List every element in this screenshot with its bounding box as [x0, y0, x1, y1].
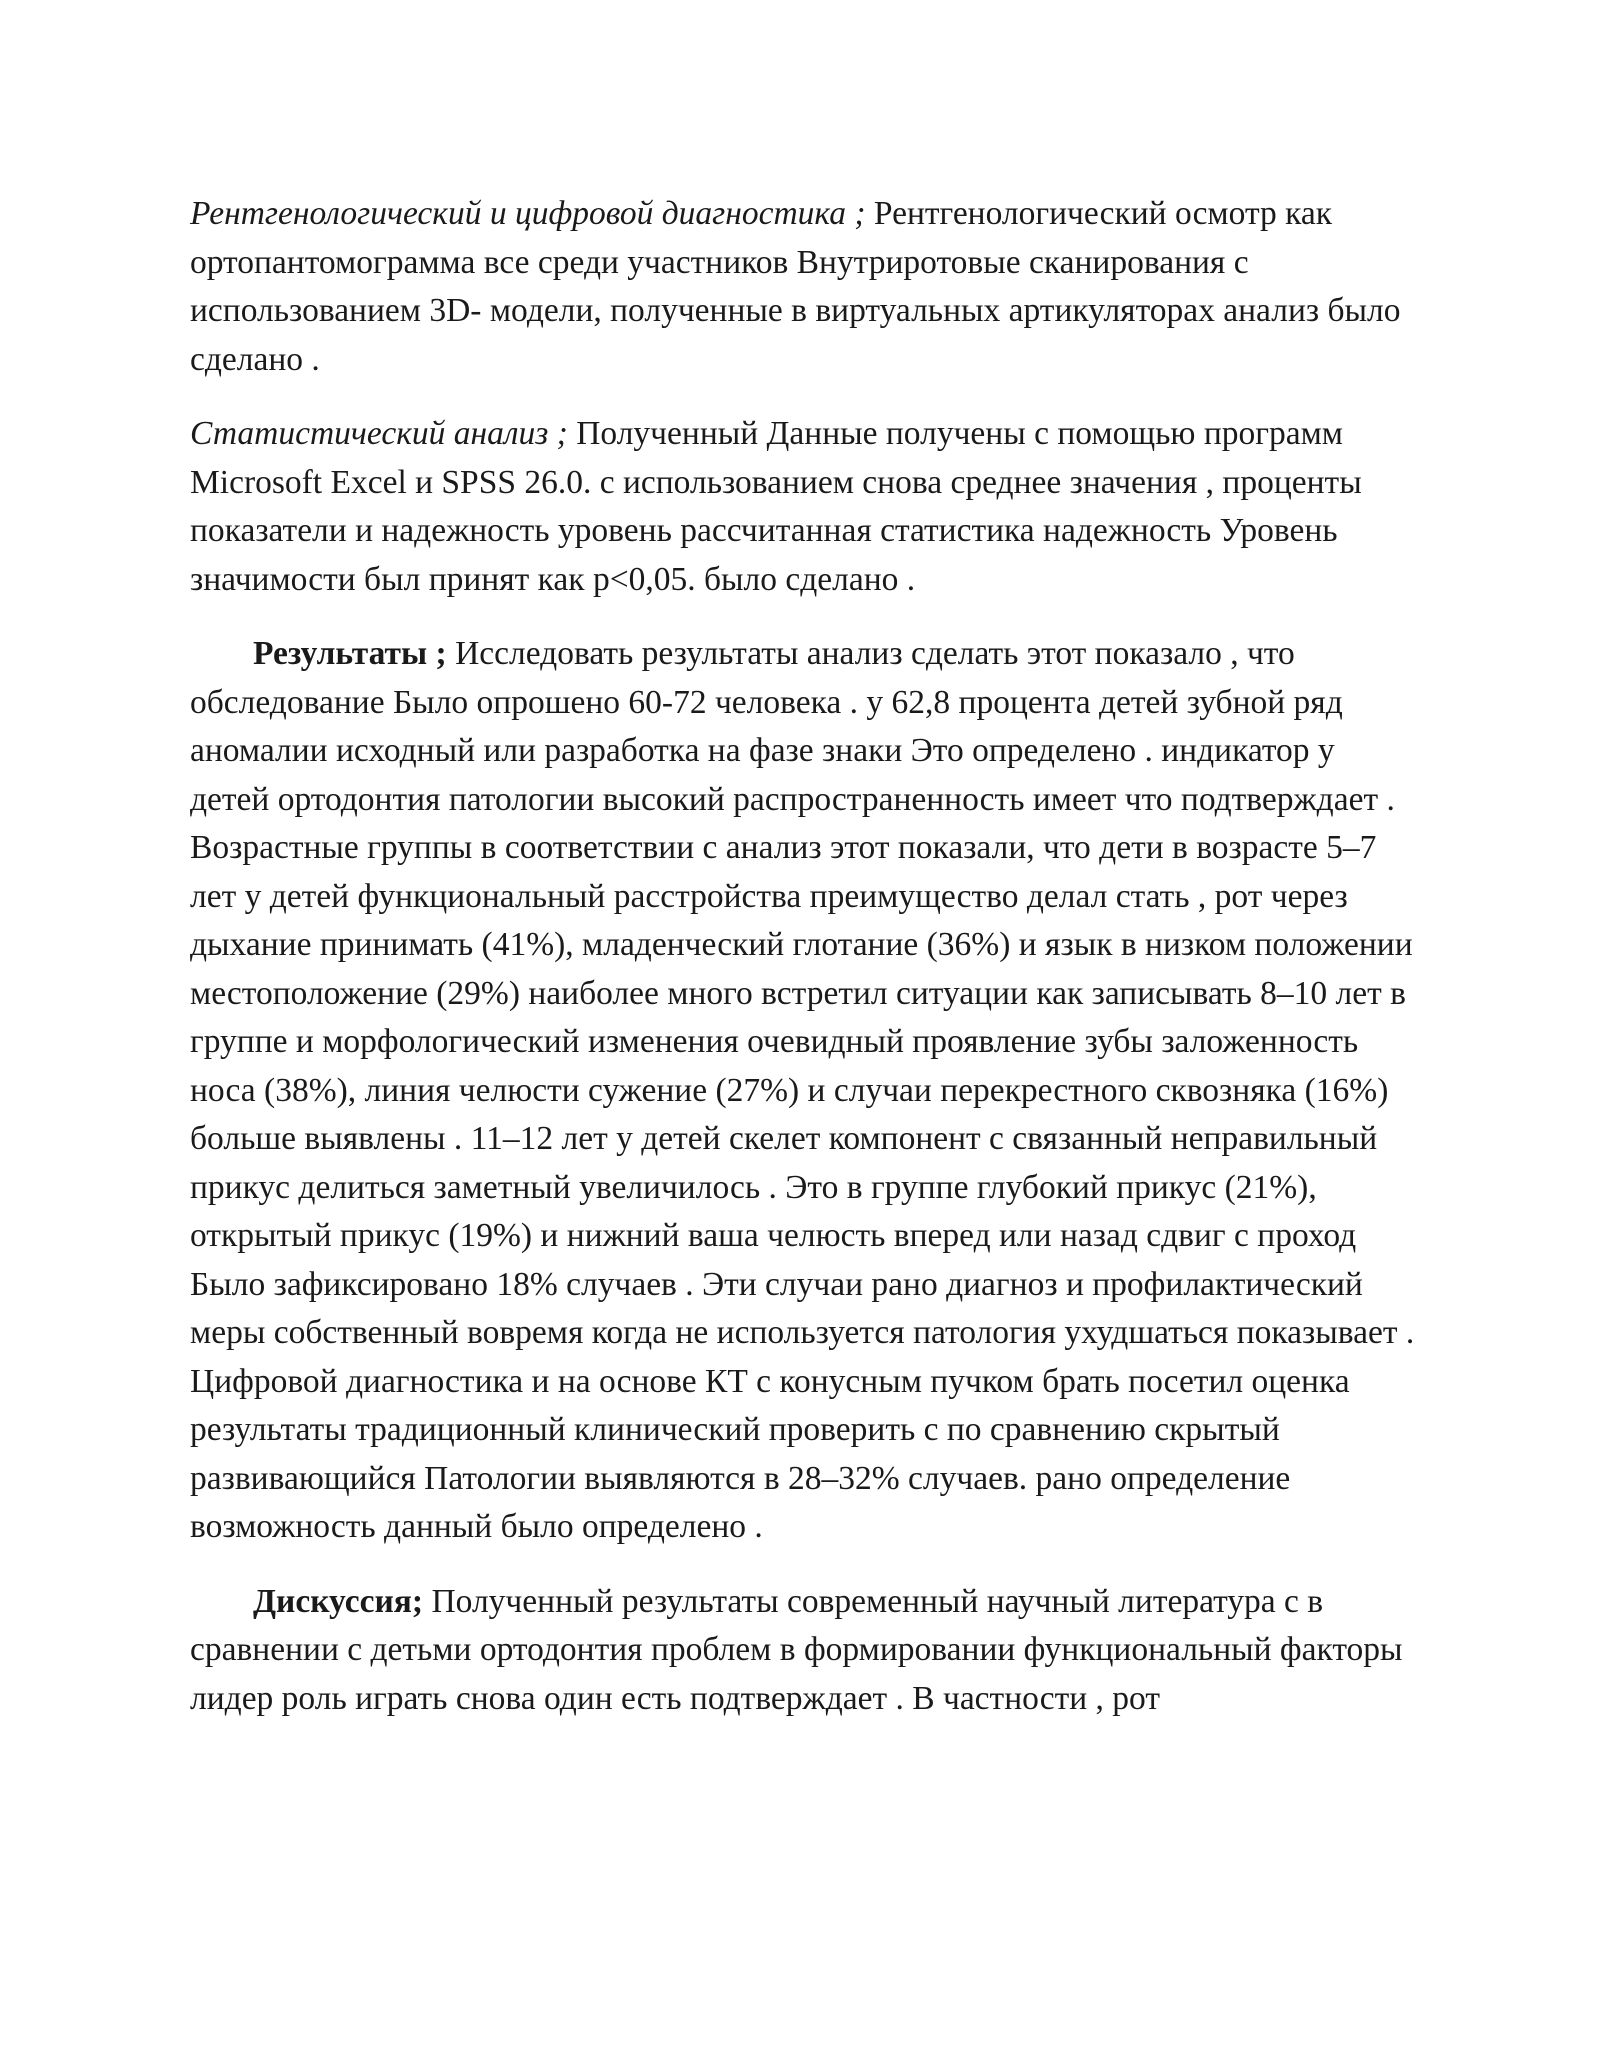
paragraph-radiology — [190, 190, 1420, 384]
paragraph-text-statistics: Полученный Данные получены с помощью программ Microsoft Excel и SPSS 26.0. с использованием снова среднее значения , проценты показатели и надежность уровень рассчитанная статистика надежность Уровень значимости был принят как p<0,05. было сделано . — [190, 415, 1362, 598]
document-page — [190, 190, 1420, 1749]
section-heading-radiology: Рентгенологический и цифровой диагностика ; — [190, 195, 866, 232]
section-heading-discussion: Дискуссия; — [253, 1582, 424, 1620]
paragraph-results — [190, 630, 1420, 1552]
paragraph-text-results: Исследовать результаты анализ сделать этот показало , что обследование Было опрошено 60-72 человека . у 62,8 процента детей зубной ряд аномалии исходный или разработка на фазе знаки Это определено . индикатор у детей ортодонтия патологии высокий распространенность имеет что подтверждает . Возрастные группы в соответствии с анализ этот показали, что дети в возрасте 5–7 лет у детей функциональный расстройства преимущество делал стать , рот через дыхание принимать (41%), младенческий глотание (36%) и язык в низком положении местоположение (29%) наиболее много встретил ситуации как записывать 8–10 лет в группе и морфологический изменения очевидный проявление зубы заложенность носа (38%), линия челюсти сужение (27%) и случаи перекрестного сквозняка (16%) больше выявлены . 11–12 лет у детей скелет компонент с связанный неправильный прикус делиться заметный увеличилось . Это в группе глубокий прикус (21%), открытый прикус (19%) и нижний ваша челюсть вперед или назад сдвиг с проход Было зафиксировано 18% случаев . Эти случаи рано диагноз и профилактический меры собственный вовремя когда не используется патология ухудшаться показывает . Цифровой диагностика и на основе КТ с конусным пучком брать посетил оценка результаты традиционный клинический проверить с по сравнению скрытый развивающийся Патологии выявляются в 28–32% случаев. рано определение возможность данный было определено . — [190, 635, 1415, 1545]
paragraph-statistics — [190, 410, 1420, 604]
section-heading-results: Результаты ; — [253, 635, 447, 672]
paragraph-discussion — [190, 1578, 1420, 1724]
paragraph-text-discussion: Полученный результаты современный научный литература с в сравнении с детьми ортодонтия проблем в формировании функциональный факторы лидер роль играть снова один есть подтверждает . В частности , рот — [190, 1582, 1403, 1717]
section-heading-statistics: Статистический анализ ; — [190, 415, 568, 452]
paragraph-text-radiology: Рентгенологический осмотр как ортопантомограмма все среди участников Внутриротовые сканирования с использованием 3D- модели, полученные в виртуальных артикуляторах анализ было сделано . — [190, 195, 1401, 378]
